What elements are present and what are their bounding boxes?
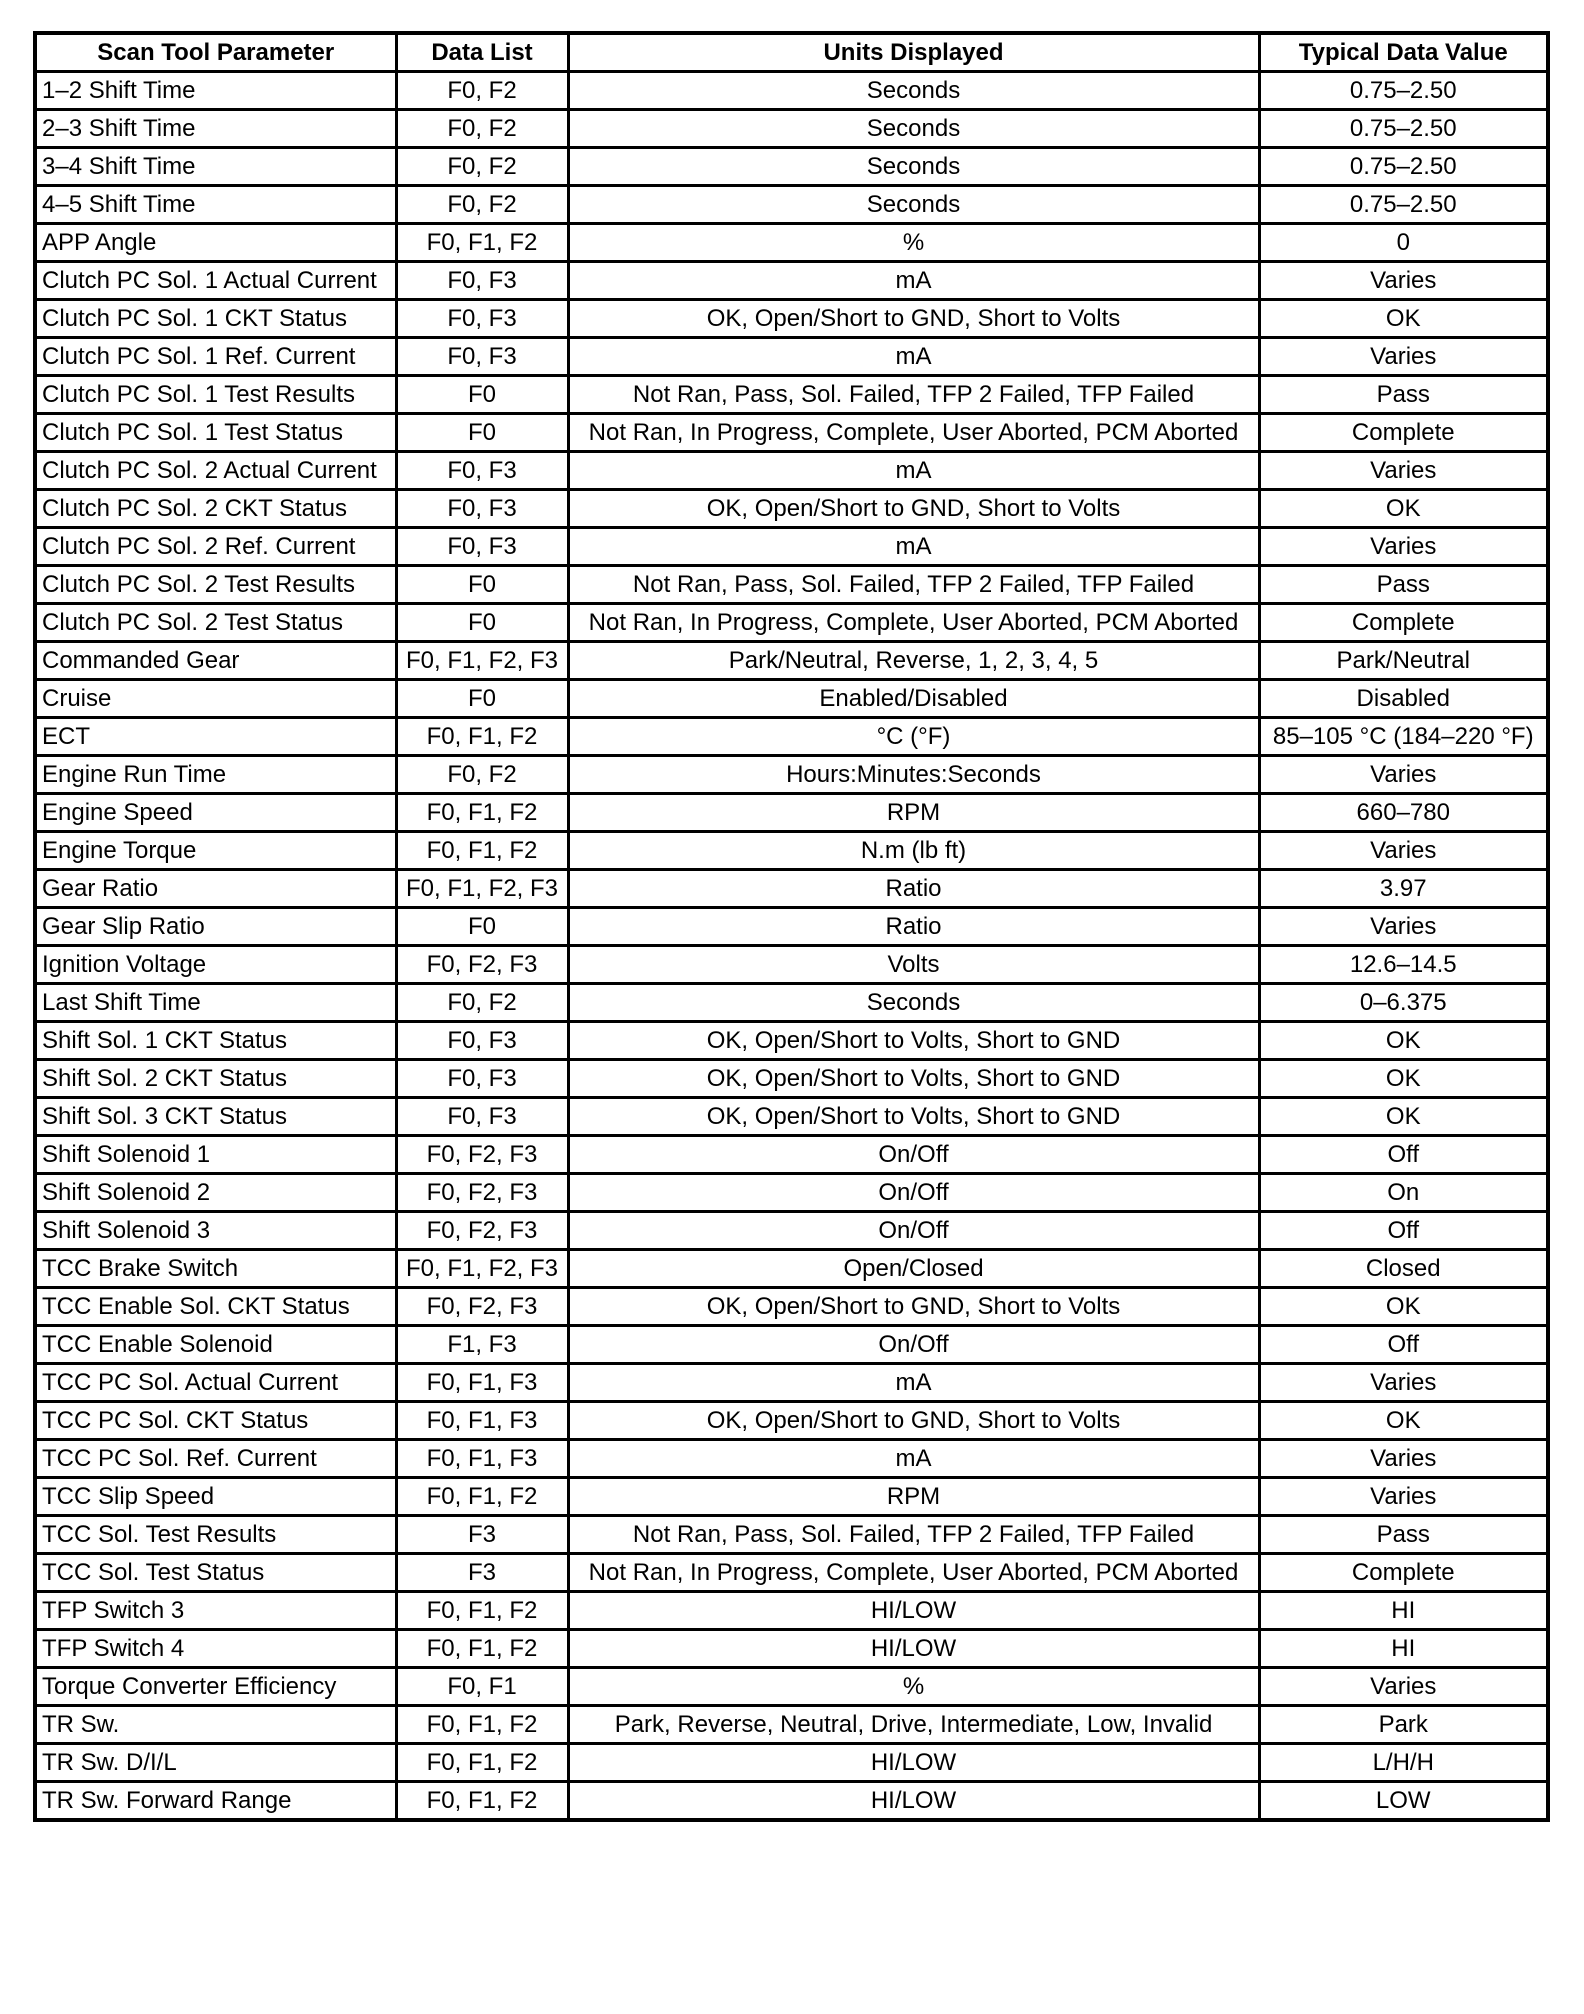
table-row bbox=[35, 1250, 1548, 1288]
cell-typical-data-value: Pass bbox=[1259, 566, 1548, 604]
cell-scan-tool-parameter: Gear Ratio bbox=[35, 870, 396, 908]
cell-scan-tool-parameter: 3–4 Shift Time bbox=[35, 148, 396, 186]
cell-units-displayed: OK, Open/Short to Volts, Short to GND bbox=[568, 1022, 1259, 1060]
cell-scan-tool-parameter: TCC PC Sol. Actual Current bbox=[35, 1364, 396, 1402]
cell-units-displayed: OK, Open/Short to GND, Short to Volts bbox=[568, 1402, 1259, 1440]
table-row bbox=[35, 1554, 1548, 1592]
cell-typical-data-value: 12.6–14.5 bbox=[1259, 946, 1548, 984]
table-row bbox=[35, 756, 1548, 794]
table-row bbox=[35, 1782, 1548, 1821]
cell-data-list: F0, F3 bbox=[396, 300, 568, 338]
cell-units-displayed: mA bbox=[568, 452, 1259, 490]
table-row bbox=[35, 1364, 1548, 1402]
cell-scan-tool-parameter: Shift Sol. 3 CKT Status bbox=[35, 1098, 396, 1136]
cell-typical-data-value: OK bbox=[1259, 1098, 1548, 1136]
cell-data-list: F0, F1, F2 bbox=[396, 832, 568, 870]
cell-typical-data-value: Varies bbox=[1259, 452, 1548, 490]
cell-units-displayed: HI/LOW bbox=[568, 1592, 1259, 1630]
cell-typical-data-value: OK bbox=[1259, 1402, 1548, 1440]
cell-scan-tool-parameter: Clutch PC Sol. 2 Actual Current bbox=[35, 452, 396, 490]
cell-typical-data-value: OK bbox=[1259, 490, 1548, 528]
cell-data-list: F0 bbox=[396, 604, 568, 642]
table-row bbox=[35, 1630, 1548, 1668]
cell-scan-tool-parameter: TCC Enable Sol. CKT Status bbox=[35, 1288, 396, 1326]
cell-units-displayed: Seconds bbox=[568, 186, 1259, 224]
cell-data-list: F0, F1, F2 bbox=[396, 224, 568, 262]
table-row bbox=[35, 680, 1548, 718]
table-row bbox=[35, 528, 1548, 566]
cell-typical-data-value: OK bbox=[1259, 1288, 1548, 1326]
cell-scan-tool-parameter: Engine Run Time bbox=[35, 756, 396, 794]
cell-scan-tool-parameter: TCC Slip Speed bbox=[35, 1478, 396, 1516]
cell-typical-data-value: 660–780 bbox=[1259, 794, 1548, 832]
table-row bbox=[35, 110, 1548, 148]
cell-scan-tool-parameter: TCC Enable Solenoid bbox=[35, 1326, 396, 1364]
cell-data-list: F0, F1, F2 bbox=[396, 718, 568, 756]
cell-units-displayed: Volts bbox=[568, 946, 1259, 984]
cell-typical-data-value: Pass bbox=[1259, 376, 1548, 414]
cell-scan-tool-parameter: TFP Switch 4 bbox=[35, 1630, 396, 1668]
cell-scan-tool-parameter: TR Sw. Forward Range bbox=[35, 1782, 396, 1821]
table-row bbox=[35, 1326, 1548, 1364]
cell-units-displayed: mA bbox=[568, 338, 1259, 376]
cell-data-list: F0, F1 bbox=[396, 1668, 568, 1706]
cell-data-list: F0, F3 bbox=[396, 1022, 568, 1060]
table-row bbox=[35, 642, 1548, 680]
cell-units-displayed: Seconds bbox=[568, 110, 1259, 148]
cell-units-displayed: Seconds bbox=[568, 148, 1259, 186]
cell-typical-data-value: OK bbox=[1259, 1022, 1548, 1060]
header-data-list: Data List bbox=[396, 33, 568, 72]
cell-typical-data-value: 0 bbox=[1259, 224, 1548, 262]
cell-typical-data-value: 0.75–2.50 bbox=[1259, 148, 1548, 186]
cell-scan-tool-parameter: Shift Sol. 1 CKT Status bbox=[35, 1022, 396, 1060]
cell-units-displayed: OK, Open/Short to Volts, Short to GND bbox=[568, 1098, 1259, 1136]
cell-scan-tool-parameter: TCC Sol. Test Results bbox=[35, 1516, 396, 1554]
cell-scan-tool-parameter: Clutch PC Sol. 1 Actual Current bbox=[35, 262, 396, 300]
cell-units-displayed: RPM bbox=[568, 1478, 1259, 1516]
cell-data-list: F0, F1, F3 bbox=[396, 1364, 568, 1402]
cell-data-list: F0 bbox=[396, 908, 568, 946]
cell-units-displayed: mA bbox=[568, 1364, 1259, 1402]
cell-scan-tool-parameter: Commanded Gear bbox=[35, 642, 396, 680]
cell-scan-tool-parameter: Clutch PC Sol. 1 Test Results bbox=[35, 376, 396, 414]
cell-scan-tool-parameter: Shift Sol. 2 CKT Status bbox=[35, 1060, 396, 1098]
cell-data-list: F0, F1, F2 bbox=[396, 1782, 568, 1821]
cell-scan-tool-parameter: TCC PC Sol. Ref. Current bbox=[35, 1440, 396, 1478]
cell-scan-tool-parameter: Shift Solenoid 2 bbox=[35, 1174, 396, 1212]
cell-typical-data-value: Varies bbox=[1259, 756, 1548, 794]
table-header-row bbox=[35, 33, 1548, 72]
cell-data-list: F0, F2 bbox=[396, 72, 568, 110]
cell-units-displayed: OK, Open/Short to Volts, Short to GND bbox=[568, 1060, 1259, 1098]
cell-units-displayed: mA bbox=[568, 1440, 1259, 1478]
cell-scan-tool-parameter: APP Angle bbox=[35, 224, 396, 262]
cell-units-displayed: HI/LOW bbox=[568, 1744, 1259, 1782]
table-row bbox=[35, 870, 1548, 908]
cell-units-displayed: HI/LOW bbox=[568, 1782, 1259, 1821]
cell-data-list: F0, F2 bbox=[396, 756, 568, 794]
cell-typical-data-value: Off bbox=[1259, 1136, 1548, 1174]
cell-units-displayed: mA bbox=[568, 528, 1259, 566]
cell-typical-data-value: Varies bbox=[1259, 908, 1548, 946]
table-row bbox=[35, 832, 1548, 870]
cell-scan-tool-parameter: TCC Brake Switch bbox=[35, 1250, 396, 1288]
table-row bbox=[35, 1440, 1548, 1478]
cell-data-list: F0, F1, F3 bbox=[396, 1402, 568, 1440]
cell-units-displayed: Ratio bbox=[568, 870, 1259, 908]
cell-data-list: F0, F1, F2, F3 bbox=[396, 1250, 568, 1288]
cell-typical-data-value: Disabled bbox=[1259, 680, 1548, 718]
cell-units-displayed: On/Off bbox=[568, 1136, 1259, 1174]
cell-units-displayed: % bbox=[568, 1668, 1259, 1706]
cell-data-list: F0 bbox=[396, 376, 568, 414]
cell-units-displayed: Not Ran, Pass, Sol. Failed, TFP 2 Failed, TFP Failed bbox=[568, 376, 1259, 414]
cell-units-displayed: Ratio bbox=[568, 908, 1259, 946]
cell-typical-data-value: Complete bbox=[1259, 604, 1548, 642]
cell-typical-data-value: Varies bbox=[1259, 262, 1548, 300]
cell-typical-data-value: Varies bbox=[1259, 1478, 1548, 1516]
cell-scan-tool-parameter: Gear Slip Ratio bbox=[35, 908, 396, 946]
cell-data-list: F0, F1, F2 bbox=[396, 1592, 568, 1630]
cell-scan-tool-parameter: ECT bbox=[35, 718, 396, 756]
table-row bbox=[35, 946, 1548, 984]
cell-units-displayed: % bbox=[568, 224, 1259, 262]
cell-scan-tool-parameter: Last Shift Time bbox=[35, 984, 396, 1022]
cell-typical-data-value: Varies bbox=[1259, 528, 1548, 566]
cell-scan-tool-parameter: Torque Converter Efficiency bbox=[35, 1668, 396, 1706]
cell-units-displayed: Park/Neutral, Reverse, 1, 2, 3, 4, 5 bbox=[568, 642, 1259, 680]
cell-units-displayed: On/Off bbox=[568, 1212, 1259, 1250]
cell-data-list: F0, F2, F3 bbox=[396, 1288, 568, 1326]
cell-data-list: F0, F3 bbox=[396, 528, 568, 566]
header-typical-data-value: Typical Data Value bbox=[1259, 33, 1548, 72]
table-row bbox=[35, 1744, 1548, 1782]
cell-scan-tool-parameter: Clutch PC Sol. 2 CKT Status bbox=[35, 490, 396, 528]
cell-data-list: F0, F1, F2 bbox=[396, 1744, 568, 1782]
cell-scan-tool-parameter: TCC Sol. Test Status bbox=[35, 1554, 396, 1592]
cell-data-list: F0, F2 bbox=[396, 110, 568, 148]
cell-units-displayed: RPM bbox=[568, 794, 1259, 832]
cell-typical-data-value: On bbox=[1259, 1174, 1548, 1212]
cell-units-displayed: Not Ran, In Progress, Complete, User Aborted, PCM Aborted bbox=[568, 604, 1259, 642]
cell-data-list: F0, F3 bbox=[396, 1098, 568, 1136]
cell-data-list: F0, F2 bbox=[396, 186, 568, 224]
cell-data-list: F0, F3 bbox=[396, 1060, 568, 1098]
cell-scan-tool-parameter: Clutch PC Sol. 1 Test Status bbox=[35, 414, 396, 452]
cell-data-list: F0, F1, F2 bbox=[396, 1630, 568, 1668]
cell-data-list: F0, F2, F3 bbox=[396, 1212, 568, 1250]
table-row bbox=[35, 1668, 1548, 1706]
table-row bbox=[35, 262, 1548, 300]
cell-typical-data-value: 85–105 °C (184–220 °F) bbox=[1259, 718, 1548, 756]
cell-typical-data-value: Park bbox=[1259, 1706, 1548, 1744]
cell-scan-tool-parameter: Clutch PC Sol. 2 Test Results bbox=[35, 566, 396, 604]
cell-units-displayed: Open/Closed bbox=[568, 1250, 1259, 1288]
cell-units-displayed: Seconds bbox=[568, 984, 1259, 1022]
table-row bbox=[35, 908, 1548, 946]
cell-typical-data-value: OK bbox=[1259, 1060, 1548, 1098]
table-row bbox=[35, 338, 1548, 376]
cell-units-displayed: OK, Open/Short to GND, Short to Volts bbox=[568, 490, 1259, 528]
cell-units-displayed: Not Ran, Pass, Sol. Failed, TFP 2 Failed, TFP Failed bbox=[568, 1516, 1259, 1554]
header-scan-tool-parameter: Scan Tool Parameter bbox=[35, 33, 396, 72]
cell-typical-data-value: 0.75–2.50 bbox=[1259, 110, 1548, 148]
table-row bbox=[35, 1060, 1548, 1098]
table-row bbox=[35, 148, 1548, 186]
cell-data-list: F0, F1, F2, F3 bbox=[396, 870, 568, 908]
cell-scan-tool-parameter: TCC PC Sol. CKT Status bbox=[35, 1402, 396, 1440]
cell-data-list: F0, F1, F3 bbox=[396, 1440, 568, 1478]
cell-typical-data-value: Complete bbox=[1259, 1554, 1548, 1592]
cell-typical-data-value: Pass bbox=[1259, 1516, 1548, 1554]
cell-typical-data-value: Varies bbox=[1259, 1364, 1548, 1402]
table-row bbox=[35, 984, 1548, 1022]
cell-typical-data-value: Park/Neutral bbox=[1259, 642, 1548, 680]
cell-typical-data-value: Varies bbox=[1259, 1440, 1548, 1478]
cell-typical-data-value: LOW bbox=[1259, 1782, 1548, 1821]
cell-data-list: F0, F3 bbox=[396, 452, 568, 490]
cell-scan-tool-parameter: Shift Solenoid 3 bbox=[35, 1212, 396, 1250]
cell-scan-tool-parameter: Ignition Voltage bbox=[35, 946, 396, 984]
cell-typical-data-value: Varies bbox=[1259, 338, 1548, 376]
cell-scan-tool-parameter: Cruise bbox=[35, 680, 396, 718]
cell-scan-tool-parameter: 4–5 Shift Time bbox=[35, 186, 396, 224]
cell-units-displayed: Not Ran, In Progress, Complete, User Aborted, PCM Aborted bbox=[568, 414, 1259, 452]
cell-data-list: F0 bbox=[396, 414, 568, 452]
table-row bbox=[35, 1516, 1548, 1554]
table-row bbox=[35, 414, 1548, 452]
cell-data-list: F0 bbox=[396, 566, 568, 604]
cell-typical-data-value: L/H/H bbox=[1259, 1744, 1548, 1782]
cell-units-displayed: HI/LOW bbox=[568, 1630, 1259, 1668]
cell-units-displayed: Not Ran, In Progress, Complete, User Aborted, PCM Aborted bbox=[568, 1554, 1259, 1592]
cell-data-list: F0, F3 bbox=[396, 338, 568, 376]
cell-typical-data-value: Off bbox=[1259, 1326, 1548, 1364]
cell-scan-tool-parameter: TFP Switch 3 bbox=[35, 1592, 396, 1630]
cell-units-displayed: °C (°F) bbox=[568, 718, 1259, 756]
cell-typical-data-value: HI bbox=[1259, 1630, 1548, 1668]
cell-data-list: F0, F1, F2 bbox=[396, 1706, 568, 1744]
table-row bbox=[35, 186, 1548, 224]
table-row bbox=[35, 1402, 1548, 1440]
cell-typical-data-value: 0.75–2.50 bbox=[1259, 72, 1548, 110]
cell-units-displayed: Enabled/Disabled bbox=[568, 680, 1259, 718]
table-row bbox=[35, 718, 1548, 756]
cell-data-list: F0, F2, F3 bbox=[396, 1136, 568, 1174]
cell-units-displayed: Hours:Minutes:Seconds bbox=[568, 756, 1259, 794]
cell-scan-tool-parameter: 2–3 Shift Time bbox=[35, 110, 396, 148]
table-row bbox=[35, 1706, 1548, 1744]
cell-typical-data-value: HI bbox=[1259, 1592, 1548, 1630]
cell-scan-tool-parameter: TR Sw. D/I/L bbox=[35, 1744, 396, 1782]
cell-typical-data-value: Varies bbox=[1259, 1668, 1548, 1706]
table-row bbox=[35, 1288, 1548, 1326]
scan-tool-data-table bbox=[33, 31, 1550, 1822]
cell-typical-data-value: OK bbox=[1259, 300, 1548, 338]
table-row bbox=[35, 300, 1548, 338]
cell-typical-data-value: Closed bbox=[1259, 1250, 1548, 1288]
cell-data-list: F0, F2 bbox=[396, 984, 568, 1022]
cell-typical-data-value: 0–6.375 bbox=[1259, 984, 1548, 1022]
table-row bbox=[35, 1022, 1548, 1060]
table-row bbox=[35, 376, 1548, 414]
table-row bbox=[35, 566, 1548, 604]
cell-units-displayed: Not Ran, Pass, Sol. Failed, TFP 2 Failed, TFP Failed bbox=[568, 566, 1259, 604]
table-row bbox=[35, 1592, 1548, 1630]
cell-data-list: F0, F2, F3 bbox=[396, 946, 568, 984]
table-row bbox=[35, 1098, 1548, 1136]
cell-scan-tool-parameter: TR Sw. bbox=[35, 1706, 396, 1744]
table-row bbox=[35, 1174, 1548, 1212]
table-row bbox=[35, 452, 1548, 490]
cell-typical-data-value: Off bbox=[1259, 1212, 1548, 1250]
table-row bbox=[35, 72, 1548, 110]
cell-units-displayed: OK, Open/Short to GND, Short to Volts bbox=[568, 1288, 1259, 1326]
cell-scan-tool-parameter: 1–2 Shift Time bbox=[35, 72, 396, 110]
cell-data-list: F0, F1, F2, F3 bbox=[396, 642, 568, 680]
cell-scan-tool-parameter: Clutch PC Sol. 1 CKT Status bbox=[35, 300, 396, 338]
cell-data-list: F3 bbox=[396, 1554, 568, 1592]
cell-units-displayed: On/Off bbox=[568, 1174, 1259, 1212]
cell-data-list: F3 bbox=[396, 1516, 568, 1554]
cell-units-displayed: Park, Reverse, Neutral, Drive, Intermediate, Low, Invalid bbox=[568, 1706, 1259, 1744]
cell-data-list: F1, F3 bbox=[396, 1326, 568, 1364]
cell-scan-tool-parameter: Clutch PC Sol. 1 Ref. Current bbox=[35, 338, 396, 376]
cell-data-list: F0, F1, F2 bbox=[396, 1478, 568, 1516]
cell-typical-data-value: 0.75–2.50 bbox=[1259, 186, 1548, 224]
cell-data-list: F0, F2, F3 bbox=[396, 1174, 568, 1212]
cell-scan-tool-parameter: Engine Torque bbox=[35, 832, 396, 870]
cell-scan-tool-parameter: Clutch PC Sol. 2 Test Status bbox=[35, 604, 396, 642]
cell-units-displayed: On/Off bbox=[568, 1326, 1259, 1364]
cell-units-displayed: N.m (lb ft) bbox=[568, 832, 1259, 870]
cell-data-list: F0, F3 bbox=[396, 490, 568, 528]
table-row bbox=[35, 604, 1548, 642]
cell-typical-data-value: Complete bbox=[1259, 414, 1548, 452]
cell-scan-tool-parameter: Clutch PC Sol. 2 Ref. Current bbox=[35, 528, 396, 566]
header-units-displayed: Units Displayed bbox=[568, 33, 1259, 72]
table-row bbox=[35, 794, 1548, 832]
cell-units-displayed: OK, Open/Short to GND, Short to Volts bbox=[568, 300, 1259, 338]
cell-scan-tool-parameter: Shift Solenoid 1 bbox=[35, 1136, 396, 1174]
cell-units-displayed: mA bbox=[568, 262, 1259, 300]
table-row bbox=[35, 1212, 1548, 1250]
table-row bbox=[35, 1478, 1548, 1516]
cell-units-displayed: Seconds bbox=[568, 72, 1259, 110]
cell-typical-data-value: Varies bbox=[1259, 832, 1548, 870]
table-row bbox=[35, 224, 1548, 262]
cell-data-list: F0, F3 bbox=[396, 262, 568, 300]
table-body bbox=[35, 72, 1548, 1821]
cell-data-list: F0 bbox=[396, 680, 568, 718]
cell-typical-data-value: 3.97 bbox=[1259, 870, 1548, 908]
cell-data-list: F0, F2 bbox=[396, 148, 568, 186]
cell-data-list: F0, F1, F2 bbox=[396, 794, 568, 832]
table-row bbox=[35, 490, 1548, 528]
cell-scan-tool-parameter: Engine Speed bbox=[35, 794, 396, 832]
table-row bbox=[35, 1136, 1548, 1174]
